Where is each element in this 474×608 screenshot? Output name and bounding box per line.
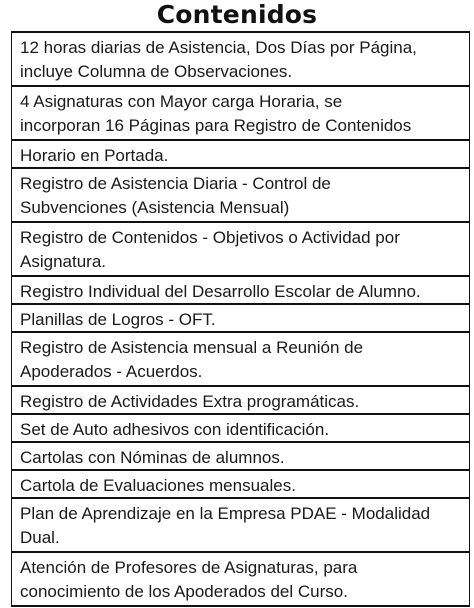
table-row [12, 223, 469, 277]
row-text-line: incluye Columna de Observaciones. [20, 62, 293, 81]
row-text-line: 12 horas diarias de Asistencia, Dos Días por Página, [20, 38, 417, 57]
row-text-line: Cartolas con Nóminas de alumnos. [20, 448, 285, 467]
row-text-line: Registro de Contenidos - Objetivos o Actividad por [20, 228, 400, 247]
row-text-line: Registro de Asistencia Diaria - Control de [20, 174, 331, 193]
row-text-line: Asignatura. [20, 252, 106, 271]
row-text-line: Set de Auto adhesivos con identificación. [20, 420, 330, 439]
table-row [12, 305, 469, 333]
row-text-line: Planillas de Logros - OFT. [20, 310, 216, 329]
row-text-line: Horario en Portada. [20, 146, 169, 165]
table-row [12, 33, 469, 87]
table-row [12, 443, 469, 471]
row-text-line: Registro de Asistencia mensual a Reunión de [20, 338, 364, 357]
table-row [12, 471, 469, 499]
table-row [12, 553, 469, 607]
table-row [12, 87, 469, 141]
row-text-line: Dual. [20, 528, 60, 547]
row-text-line: Atención de Profesores de Asignaturas, para [20, 558, 358, 577]
row-text-line: incorporan 16 Páginas para Registro de Contenidos [20, 116, 412, 135]
table-row [12, 415, 469, 443]
row-text-line: 4 Asignaturas con Mayor carga Horaria, se [20, 92, 343, 111]
row-text-line: Registro de Actividades Extra programáticas. [20, 392, 360, 411]
row-text-line: Registro Individual del Desarrollo Escolar de Alumno. [20, 282, 421, 301]
contenidos-table [11, 31, 470, 607]
table-row [12, 387, 469, 415]
row-text-line: Plan de Aprendizaje en la Empresa PDAE - Modalidad [20, 504, 431, 523]
table-row [12, 141, 469, 169]
table-row [12, 169, 469, 223]
row-text-line: Apoderados - Acuerdos. [20, 362, 203, 381]
row-text-line: conocimiento de los Apoderados del Curso. [20, 582, 348, 601]
table-row [12, 277, 469, 305]
table-row [12, 499, 469, 553]
row-text-line: Subvenciones (Asistencia Mensual) [20, 198, 290, 217]
table-row [12, 333, 469, 387]
page-title: Contenidos [156, 0, 318, 29]
row-text-line: Cartola de Evaluaciones mensuales. [20, 476, 296, 495]
